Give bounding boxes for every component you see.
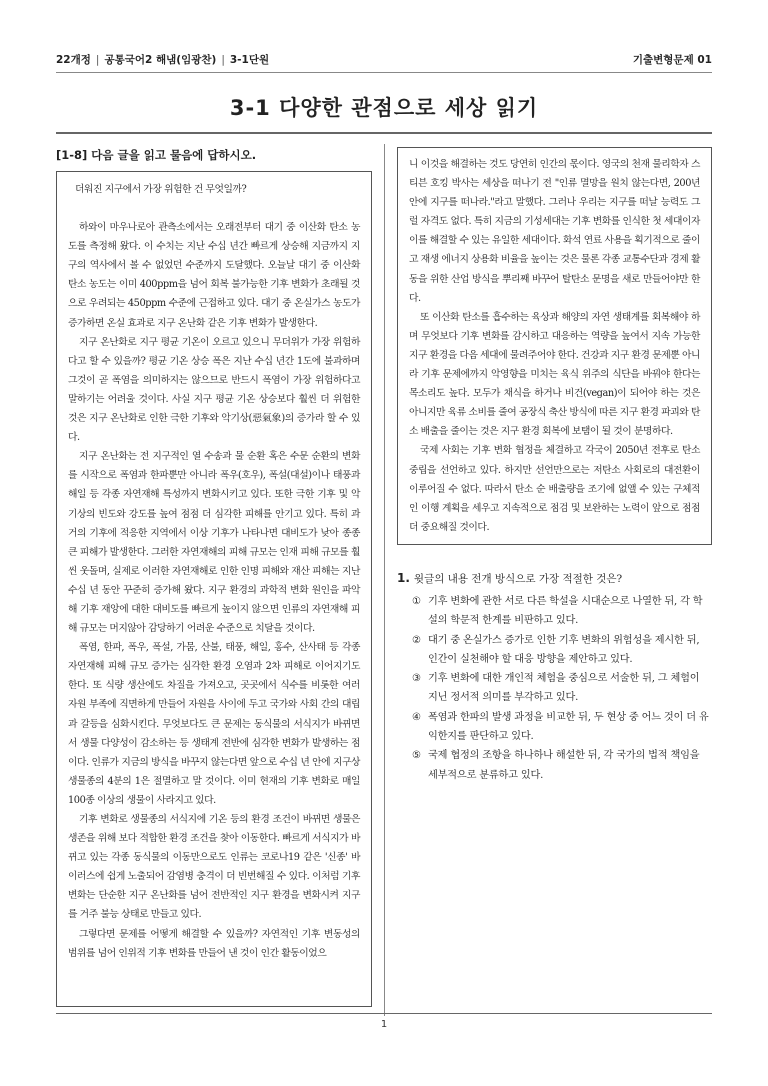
page-number: 1 bbox=[380, 1019, 388, 1030]
header-separator: | bbox=[95, 54, 100, 66]
question-1 bbox=[397, 571, 712, 785]
choice-marker: ④ bbox=[412, 711, 421, 723]
choice-text: 기후 변화에 관한 서로 다른 학설을 시대순으로 나열한 뒤, 각 학설의 학문적 한계를 비판하고 있다. bbox=[428, 596, 703, 627]
answer-choice-4[interactable] bbox=[412, 708, 712, 747]
choice-marker: ② bbox=[412, 634, 421, 646]
passage-paragraph: 지구 온난화는 전 지구적인 열 수송과 물 순환 혹은 수문 순환의 변화를 시작으로 폭염과 한파뿐만 아니라 폭우(호우), 폭설(대설)이나 태풍과 해일 등 각종 자연재해 특성까지 변화시키고 있다. 또한 극한 기후 및 악기상의 빈도와 강도를 높여 점점 더 심각한 피해를 안기고 있다. 특히 과거의 기후에 적응한 지역에서 이상 기후가 나타나면 대비도가 낮아 종종 큰 피해가 발생한다. 그러한 자연재해의 피해 규모는 인재 피해 규모를 훨씬 웃돌며, 실제로 이러한 자연재해로 인한 인명 피해와 재산 피해는 지난 수십 년 동안 꾸준히 증가해 왔다. 지구 환경의 과학적 변화 원인을 파악해 기후 재앙에 대한 대비도를 빠르게 높이지 않으면 인류의 자연재해 피해 규모는 머지않아 감당하기 어려운 수준으로 치달을 것이다. bbox=[68, 451, 360, 635]
passage-paragraph: 또 이산화 탄소를 흡수하는 육상과 해양의 자연 생태계를 회복해야 하며 무엇보다 기후 변화를 감시하고 대응하는 역량을 높여서 지속 가능한 지구 환경을 다음 세대에 물려주어야 한다. 건강과 지구 환경 문제뿐 아니라 기후 문제에까지 악영향을 미치는 육식 위주의 식단을 바꿔야 한다는 목소리도 높다. 모두가 채식을 하거나 비건(vegan)이 되어야 하는 것은 아니지만 육류 소비를 줄여 공장식 축산 방식에 따른 지구 환경 파괴와 탄소 배출을 줄이는 것은 지구 환경 회복에 보탬이 될 것이 분명하다. bbox=[409, 311, 700, 438]
answer-choice-1[interactable] bbox=[412, 592, 712, 631]
answer-choice-5[interactable] bbox=[412, 746, 712, 785]
passage-paragraph: 폭염, 한파, 폭우, 폭설, 가뭄, 산불, 태풍, 해일, 홍수, 산사태 등 각종 자연재해 피해 규모 증가는 심각한 환경 오염과 2차 피해로 이어지기도 한다. 또 식량 생산에도 차질을 가져오고, 곳곳에서 식수를 비롯한 여러 자원 부족에 직면하게 만들어 자원을 사이에 두고 국가와 사회 간의 대립과 갈등을 심화시킨다. 무엇보다도 큰 문제는 동식물의 서식지가 바뀌면서 생물 다양성이 감소하는 등 생태계 전반에 심각한 변화가 발생하는 점이다. 인류가 지금의 방식을 바꾸지 않는다면 앞으로 수십 년 안에 지구상 생물종의 4분의 1은 절멸하고 말 것이다. 이미 현재의 기후 변화로 매일 100종 이상의 생물이 사라지고 있다. bbox=[68, 642, 360, 806]
footer-divider bbox=[56, 1013, 712, 1014]
header-grade: 22개정 bbox=[56, 54, 91, 66]
passage-paragraph: 지구 온난화로 지구 평균 기온이 오르고 있으니 무더위가 가장 위험하다고 할 수 있을까? 평균 기온 상승 폭은 지난 수십 년간 1도에 불과하며 그것이 곧 폭염을 의미하지는 않으므로 반드시 폭염이 가장 위험하다고 말하기는 어려울 것이다. 사실 지구 평균 기온 상승보다 훨씬 더 위험한 것은 지구 온난화로 인한 극한 기후와 악기상(惡氣象)의 증가라 할 수 있다. bbox=[68, 336, 360, 444]
choice-text: 기후 변화에 대한 개인적 체험을 중심으로 서술한 뒤, 그 체험이 지닌 정서적 의미를 부각하고 있다. bbox=[428, 673, 700, 704]
header-divider bbox=[56, 72, 712, 73]
header-subject: 공통국어2 해냄(임광찬) bbox=[104, 54, 217, 66]
title-divider bbox=[56, 132, 712, 134]
answer-choice-2[interactable] bbox=[412, 631, 712, 670]
passage-paragraph: 니 이것을 해결하는 것도 당연히 인간의 몫이다. 영국의 천재 물리학자 스티븐 호킹 박사는 세상을 떠나기 전 "인류 멸망을 원치 않는다면, 200년 안에 지구를 떠나라."라고 말했다. 그러나 우리는 지구를 떠날 능력도 그럴 자격도 없다. 특히 지금의 기성세대는 기후 변화를 인식한 첫 세대이자 이를 해결할 수 있는 유일한 세대이다. 화석 연료 사용을 획기적으로 줄이고 재생 에너지 상용화 비율을 높이는 것은 물론 각종 교통수단과 경제 활동을 위한 산업 방식을 뿌리째 바꾸어 탈탄소 문명을 새로 만들어야만 한다. bbox=[409, 159, 700, 304]
question-instruction: [1-8] 다음 글을 읽고 물음에 답하시오. bbox=[56, 148, 257, 162]
passage-paragraph: 하와이 마우나로아 관측소에서는 오래전부터 대기 중 이산화 탄소 농도를 측정해 왔다. 이 수치는 지난 수십 년간 빠르게 상승해 지금까지 지구의 역사에서 볼 수 없었던 수준까지 도달했다. 오늘날 대기 중 이산화 탄소 농도는 이미 400ppm을 넘어 회복 불가능한 기후 변화가 초래될 것으로 우려되는 450ppm 수준에 근접하고 있다. 대기 중 온실가스 농도가 증가하면 온실 효과로 지구 온난화 같은 기후 변화가 발생한다. bbox=[68, 222, 360, 329]
page-title: 3-1 다양한 관점으로 세상 읽기 bbox=[229, 96, 539, 120]
header-left bbox=[56, 52, 269, 67]
choice-text: 폭염과 한파의 발생 과정을 비교한 뒤, 두 현상 중 어느 것이 더 유익한지를 판단하고 있다. bbox=[428, 711, 709, 743]
passage-paragraph: 국제 사회는 기후 변화 협정을 체결하고 각국이 2050년 전후로 탄소 중립을 선언하고 있다. 하지만 선언만으로는 저탄소 사회로의 대전환이 이루어질 수 없다. 따라서 탄소 순 배출량을 조기에 없앨 수 있는 구체적인 이행 계획을 세우고 지속적으로 점검 및 보완하는 노력이 앞으로 점점 더 중요해질 것이다. bbox=[409, 445, 700, 533]
page-header bbox=[56, 49, 712, 69]
choice-marker: ③ bbox=[412, 673, 421, 685]
header-doc-label: 기출변형문제 01 bbox=[632, 54, 712, 66]
passage-box-left bbox=[56, 171, 372, 1007]
header-unit: 3-1단원 bbox=[229, 54, 270, 66]
choice-marker: ① bbox=[412, 596, 421, 607]
choice-text: 국제 협정의 조항을 하나하나 해설한 뒤, 각 국가의 법적 책임을 세부적으로 분류하고 있다. bbox=[428, 750, 700, 781]
answer-choice-3[interactable] bbox=[412, 669, 712, 708]
column-divider bbox=[384, 144, 385, 1016]
question-text: 윗글의 내용 전개 방식으로 가장 적절한 것은? bbox=[413, 573, 623, 585]
passage-paragraph: 그렇다면 문제를 어떻게 해결할 수 있을까? 자연적인 기후 변동성의 범위를 넘어 인위적 기후 변화를 만들어 낸 것이 인간 활동이었으 bbox=[68, 928, 360, 959]
passage-paragraph: 더워진 지구에서 가장 위험한 건 무엇일까? bbox=[75, 184, 247, 195]
question-stem bbox=[397, 571, 712, 586]
choice-marker: ⑤ bbox=[412, 750, 421, 762]
passage-box-right bbox=[397, 147, 712, 545]
question-number: 1. bbox=[397, 571, 410, 585]
passage-paragraph: 기후 변화로 생물종의 서식지에 기온 등의 환경 조건이 바뀌면 생물은 생존을 위해 보다 적합한 환경 조건을 찾아 이동한다. 빠르게 서식지가 바뀌고 있는 각종 동식물의 이동만으로도 인류는 코로나19 같은 '신종' 바이러스에 쉽게 노출되어 감염병 충격이 더 빈번해질 수 있다. 이처럼 기후 변화는 단순한 지구 온난화를 넘어 전반적인 지구 환경을 변화시켜 지구를 거주 불능 상태로 만들고 있다. bbox=[68, 814, 360, 921]
choice-text: 대기 중 온실가스 증가로 인한 기후 변화의 위험성을 제시한 뒤, 인간이 실천해야 할 대응 방향을 제안하고 있다. bbox=[428, 634, 700, 665]
header-separator: | bbox=[221, 54, 225, 66]
